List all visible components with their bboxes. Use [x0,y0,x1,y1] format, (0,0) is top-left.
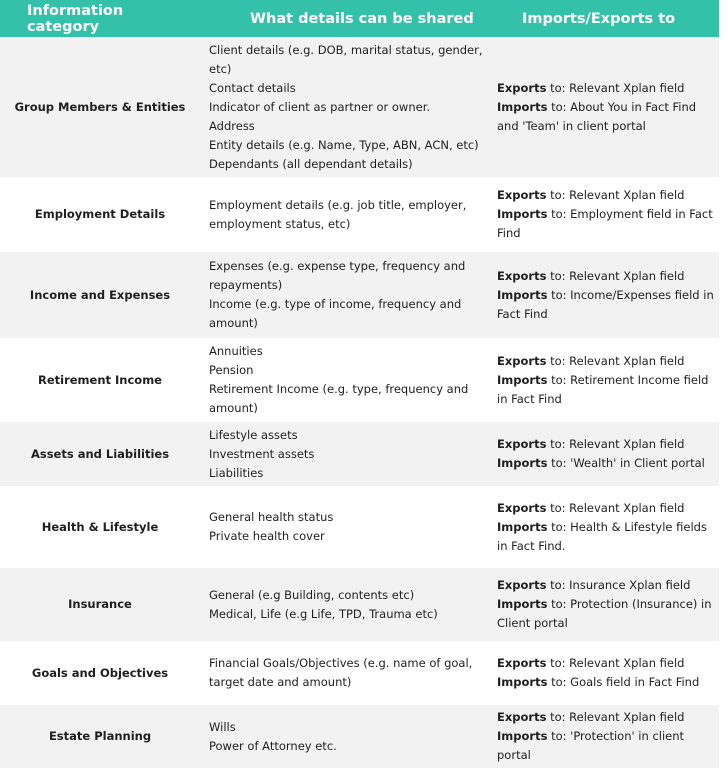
imports-exports-cell [489,37,719,177]
imports-line [497,673,715,692]
exports-target: to: Relevant Xplan field [546,437,685,451]
header-information-category: Information category [27,2,124,35]
detail-item: Entity details (e.g. Name, Type, ABN, ACN, etc) [209,137,479,152]
imports-line [497,518,715,556]
exports-line [497,79,715,98]
table-row [0,341,719,422]
category-cell: Assets and Liabilities [30,446,170,461]
imports-exports-cell [489,341,719,419]
imports-label: Imports [497,729,548,743]
details-cell [200,252,489,338]
table-row [0,568,719,644]
exports-line [497,186,715,205]
detail-item: Address [209,118,255,133]
exports-label: Exports [497,710,547,724]
exports-target: to: Relevant Xplan field [546,268,685,283]
exports-line [497,352,715,371]
table-row [0,705,719,771]
imports-exports-cell [489,489,719,565]
exports-target: to: Relevant Xplan field [546,500,685,515]
detail-item: Dependants (all dependant details) [209,156,413,171]
detail-item: Client details (e.g. DOB, marital status, gender, etc) [209,42,483,76]
exports-line [497,576,715,595]
category-cell: Income and Expenses [29,287,171,302]
category-cell: Estate Planning [48,729,152,743]
imports-exports-cell [489,252,719,338]
detail-item: Private health cover [209,529,325,543]
exports-line [497,654,715,673]
imports-line [497,98,715,136]
category-cell: Insurance [68,597,132,611]
exports-label: Exports [497,188,547,202]
imports-exports-cell [489,705,719,768]
detail-item: Investment assets [209,446,315,461]
imports-label: Imports [497,372,548,387]
imports-exports-cell [489,568,719,641]
exports-target: to: Insurance Xplan field [546,578,691,592]
exports-label: Exports [497,500,547,515]
exports-target: to: Relevant Xplan field [546,710,685,724]
detail-item: Medical, Life (e.g Life, TPD, Trauma etc) [209,606,438,621]
details-cell [200,422,489,486]
detail-item: Financial Goals/Objectives (e.g. name of goal, target date and amount) [209,656,473,689]
category-cell: Goals and Objectives [31,665,169,680]
exports-target: to: Relevant Xplan field [546,656,685,670]
category-cell: Employment Details [34,207,166,221]
imports-label: Imports [497,99,548,114]
imports-target: to: 'Wealth' in Client portal [547,456,705,470]
details-cell [200,341,489,419]
imports-target: to: About You in Fact Find and 'Team' in client portal [497,99,697,133]
category-cell: Health & Lifestyle [41,519,159,534]
table-row [0,644,719,705]
detail-item: Annuities [209,344,263,358]
detail-item: Power of Attorney etc. [209,738,337,753]
imports-target: to: Employment field in Fact Find [497,207,713,240]
header-details-shared: What details can be shared [250,10,474,27]
imports-line [497,595,715,633]
detail-item: Income (e.g. type of income, frequency and amount) [209,297,462,330]
imports-label: Imports [497,675,548,689]
exports-label: Exports [497,437,547,451]
imports-exports-cell [489,180,719,249]
details-cell [200,489,489,565]
details-cell [200,37,489,177]
imports-line [497,371,715,409]
imports-label: Imports [497,519,548,534]
imports-label: Imports [497,287,548,302]
details-cell [200,180,489,249]
details-cell [200,705,489,768]
exports-label: Exports [497,578,547,592]
imports-target: to: Income/Expenses field in Fact Find [497,287,714,321]
detail-item: Lifestyle assets [209,427,298,442]
imports-line [497,727,715,765]
imports-label: Imports [497,456,548,470]
detail-item: Expenses (e.g. expense type, frequency and repayments) [209,259,466,292]
exports-target: to: Relevant Xplan field [546,80,685,95]
detail-item: General (e.g Building, contents etc) [209,587,415,602]
exports-label: Exports [497,268,547,283]
exports-line [497,708,715,727]
imports-target: to: Retirement Income field in Fact Find [497,372,709,406]
imports-exports-cell [489,422,719,486]
detail-item: Contact details [209,80,296,95]
exports-label: Exports [497,656,547,670]
detail-item: Indicator of client as partner or owner. [209,99,431,114]
imports-target: to: Health & Lifestyle fields in Fact Find. [497,519,707,553]
exports-label: Exports [497,353,547,368]
table-body [0,37,719,771]
table-row [0,180,719,252]
imports-label: Imports [497,207,548,221]
imports-target: to: Protection (Insurance) in Client portal [497,597,712,630]
detail-item: Liabilities [209,465,264,480]
exports-target: to: Relevant Xplan field [546,188,685,202]
table-row [0,37,719,180]
detail-item: Pension [209,363,254,377]
imports-line [497,454,715,473]
imports-line [497,286,715,324]
details-cell [200,644,489,702]
imports-line [497,205,715,243]
details-cell [200,568,489,641]
table-header [0,0,719,37]
imports-label: Imports [497,597,548,611]
exports-label: Exports [497,80,547,95]
exports-line [497,499,715,518]
imports-target: to: Goals field in Fact Find [547,675,700,689]
detail-item: Retirement Income (e.g. type, frequency and amount) [209,382,469,415]
category-cell: Group Members & Entities [14,99,186,114]
imports-target: to: 'Protection' in client portal [497,729,685,762]
detail-item: General health status [209,510,334,524]
exports-line [497,267,715,286]
detail-item: Employment details (e.g. job title, employer, employment status, etc) [209,197,467,231]
exports-line [497,435,715,454]
table-row [0,489,719,568]
category-cell: Retirement Income [37,372,162,387]
imports-exports-cell [489,644,719,702]
header-imports-exports: Imports/Exports to [522,10,676,27]
table-row [0,422,719,489]
table-row [0,252,719,341]
detail-item: Wills [209,719,236,734]
exports-target: to: Relevant Xplan field [546,353,685,368]
